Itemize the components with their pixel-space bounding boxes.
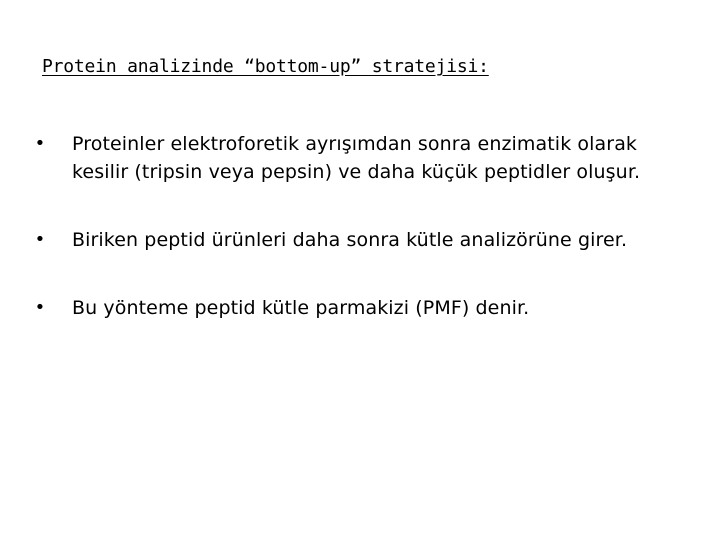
bullet-list: [30, 130, 690, 322]
bullet-dot-icon: •: [34, 297, 46, 318]
bullet-item: [30, 294, 690, 322]
bullet-dot-icon: •: [34, 229, 46, 250]
bullet-item: [30, 226, 690, 254]
slide-title: Protein analizinde “bottom-up” stratejisi:: [42, 56, 489, 77]
bullet-dot-icon: •: [34, 133, 46, 154]
bullet-text: Biriken peptid ürünleri daha sonra kütle analizörüne girer.: [72, 229, 628, 251]
bullet-text: Proteinler elektroforetik ayrışımdan sonra enzimatik olarak kesilir (tripsin veya pepsin) ve daha küçük peptidler oluşur.: [72, 133, 641, 183]
bullet-item: [30, 130, 690, 186]
bullet-text: Bu yönteme peptid kütle parmakizi (PMF) denir.: [72, 297, 530, 319]
